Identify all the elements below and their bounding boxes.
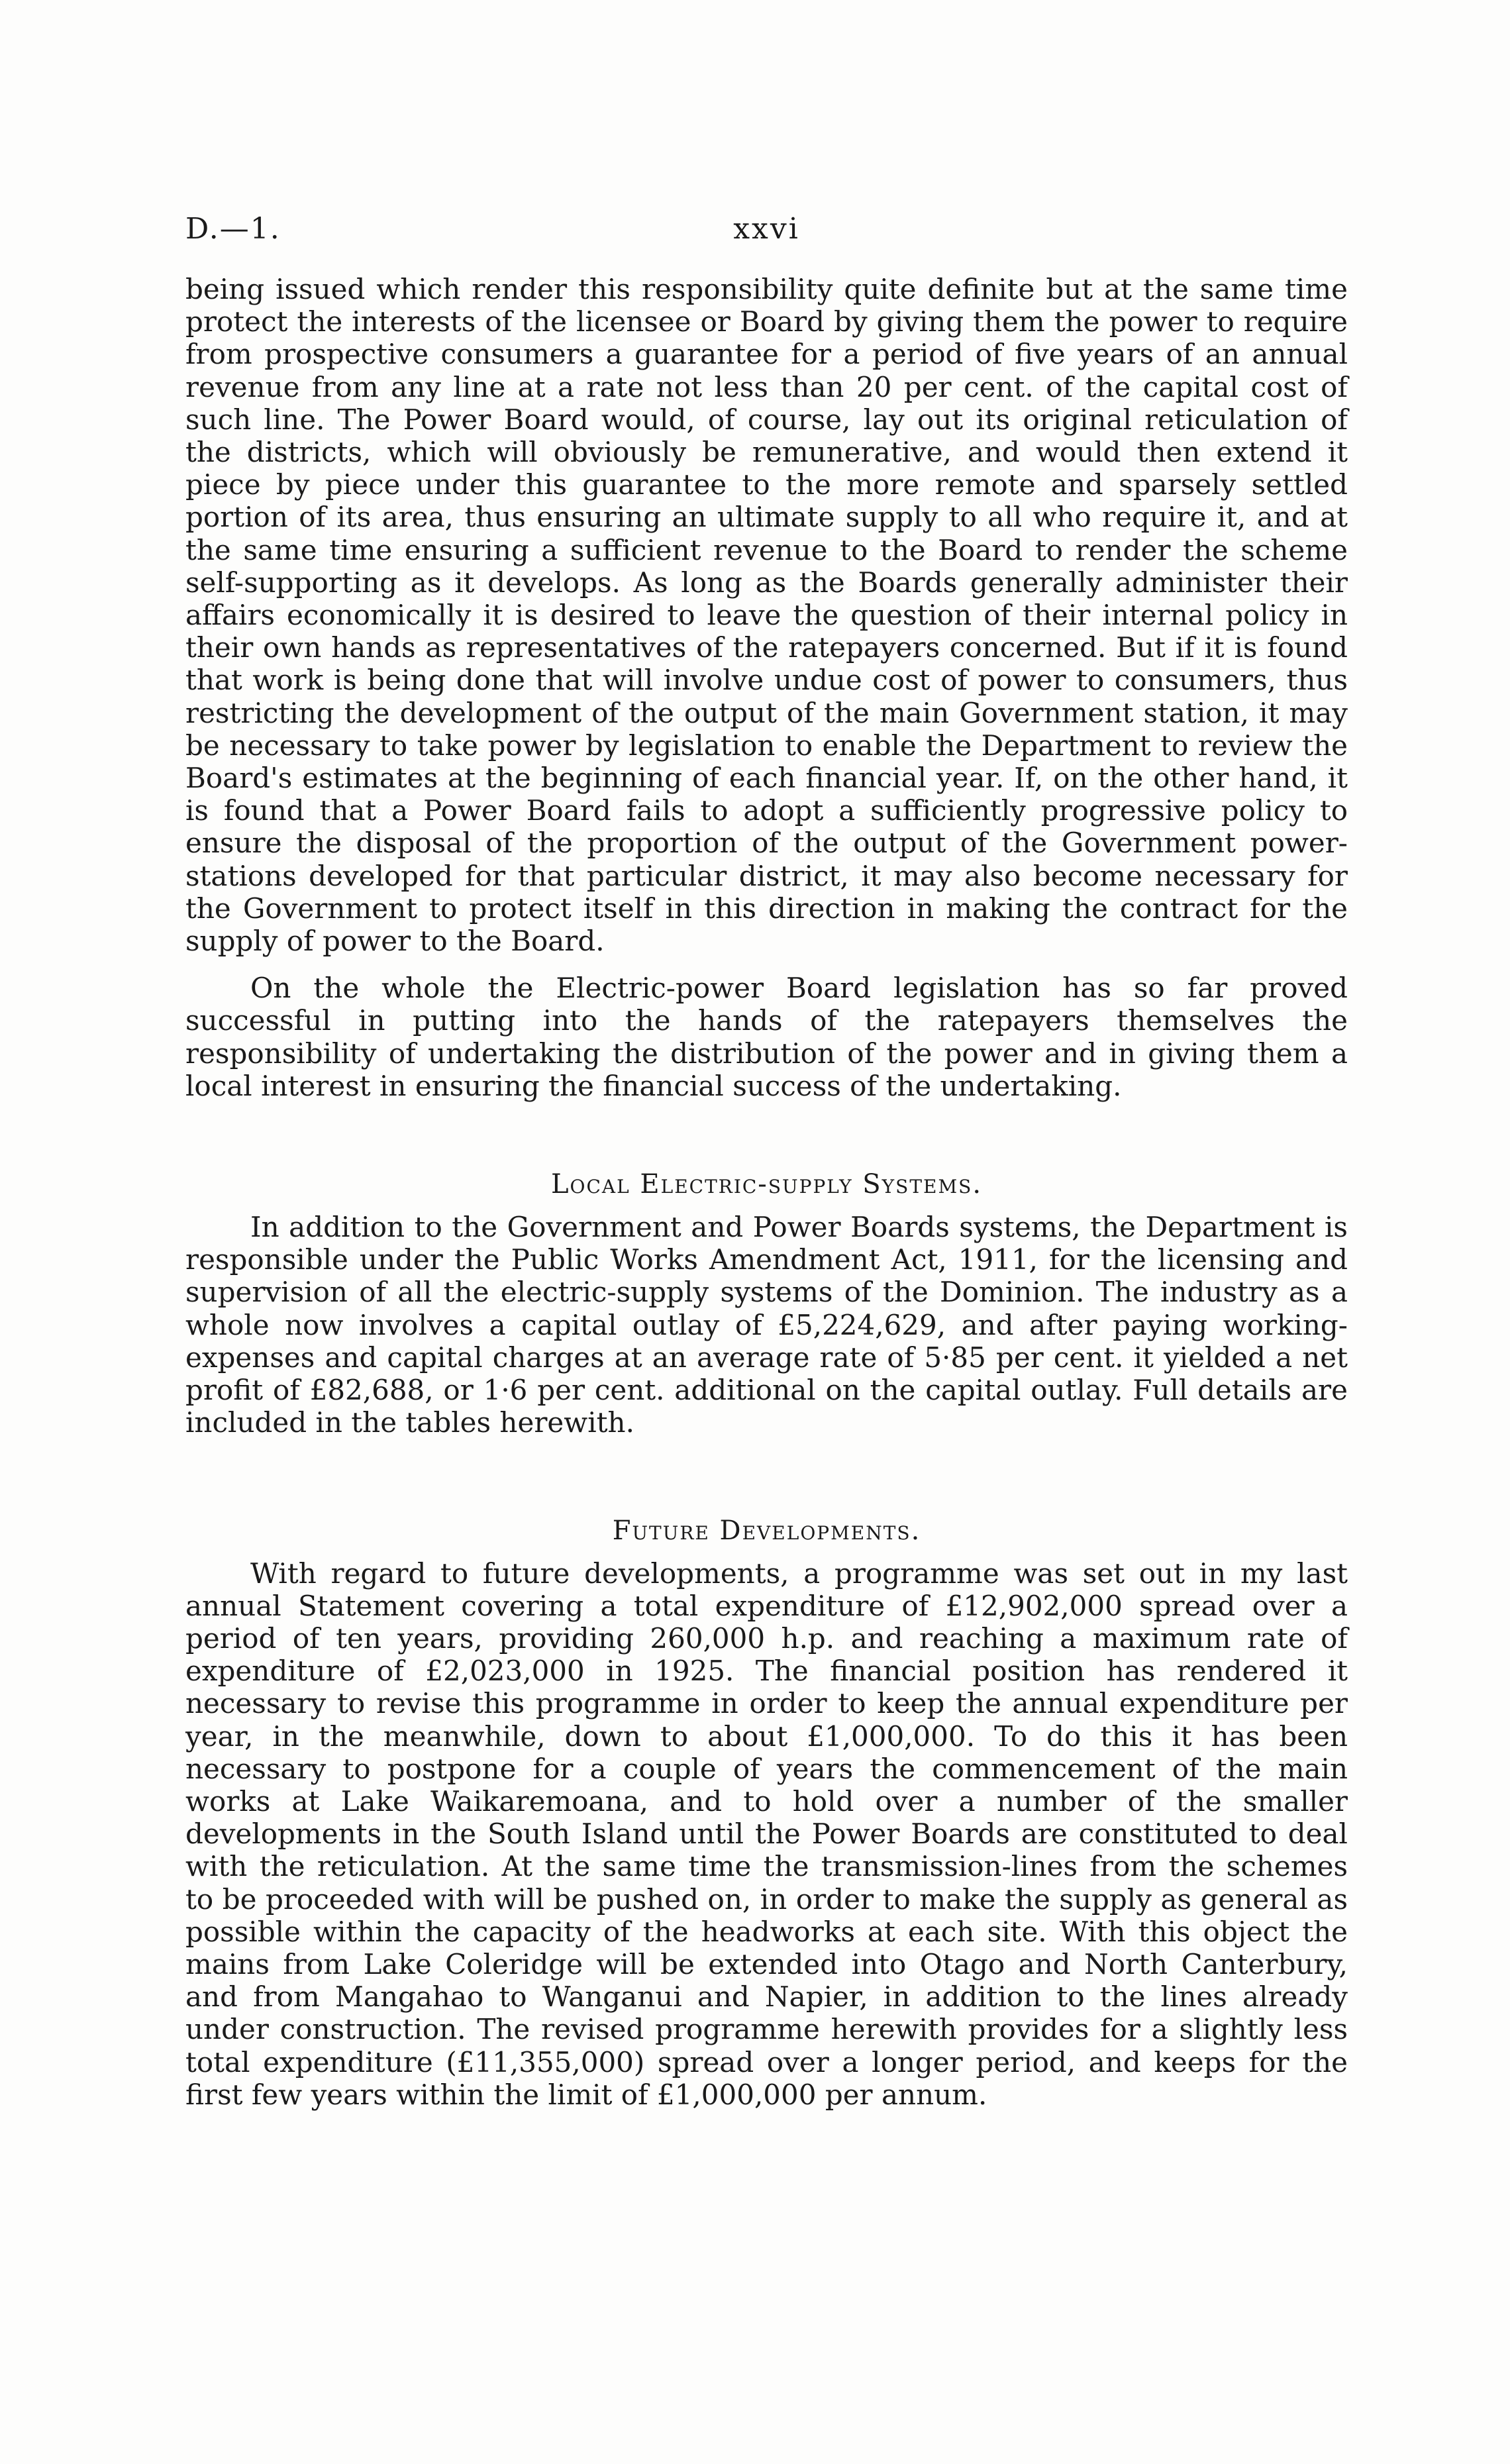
section-heading-future-developments: Future Developments. — [612, 1515, 921, 1546]
paragraph-power-board-guarantee: being issued which render this responsibility quite definite but at the same time protect the interests of the licensee or Board by giving them the power to require from prospective consumers a guarantee for a period of five years of an annual revenue from any line at a rate not less than 20 per cent. of the capital cost of such line. The Power Board would, of course, lay out its original reticulation of the districts, which will obviously be remunerative, and would then extend it piece by piece under this guarantee to the more remote and sparsely settled portion of its area, thus ensuring an ultimate supply to all who require it, and at the same time ensuring a sufficient revenue to the Board to render the scheme self-supporting as it develops. As long as the Boards generally administer their affairs economically it is desired to leave the question of their internal policy in their own hands as representatives of the ratepayers concerned. But if it is found that work is being done that will involve undue cost of power to consumers, thus restricting the development of the output of the main Government station, it may be necessary to take power by legislation to enable the Department to review the Board's estimates at the beginning of each financial year. If, on the other hand, it is found that a Power Board fails to adopt a sufficiently progressive policy to ensure the disposal of the proportion of the output of the Government power-stations developed for that particular district, it may also become necessary for the Government to protect itself in this direction in making the contract for the supply of power to the Board. — [185, 273, 1348, 958]
paragraph-legislation-success: On the whole the Electric-power Board legislation has so far proved successful in putting into the hands of the ratepayers themselves the responsibility of undertaking the distribution of the power and in giving them a local interest in ensuring the financial success of the undertaking. — [185, 972, 1348, 1102]
paragraph-future-developments: With regard to future developments, a programme was set out in my last annual Statement covering a total expenditure of £12,902,000 spread over a period of ten years, providing 260,000 h.p. and reaching a maximum rate of expenditure of £2,023,000 in 1925. The financial position has rendered it necessary to revise this programme in order to keep the annual expenditure per year, in the meanwhile, down to about £1,000,000. To do this it has been necessary to postpone for a couple of years the commencement of the main works at Lake Waikaremoana, and to hold over a number of the smaller developments in the South Island until the Power Boards are constituted to deal with the reticulation. At the same time the transmission-lines from the schemes to be proceeded with will be pushed on, in order to make the supply as general as possible within the capacity of the headworks at each site. With this object the mains from Lake Coleridge will be extended into Otago and North Canterbury, and from Mangahao to Wanganui and Napier, in addition to the lines already under construction. The revised programme herewith provides for a slightly less total expenditure (£11,355,000) spread over a longer period, and keeps for the first few years within the limit of £1,000,000 per annum. — [185, 1557, 1348, 2111]
page-body — [185, 273, 1348, 2111]
document-reference: D.—1. — [185, 212, 281, 246]
page-number: xxvi — [733, 212, 800, 246]
paragraph-local-supply: In addition to the Government and Power Boards systems, the Department is responsible under the Public Works Amendment Act, 1911, for the licensing and supervision of all the electric-supply systems of the Dominion. The industry as a whole now involves a capital outlay of £5,224,629, and after paying working-expenses and capital charges at an average rate of 5·85 per cent. it yielded a net profit of £82,688, or 1·6 per cent. additional on the capital outlay. Full details are included in the tables herewith. — [185, 1211, 1348, 1439]
page-header — [185, 209, 1348, 249]
section-heading-local-supply: Local Electric-supply Systems. — [550, 1169, 983, 1200]
